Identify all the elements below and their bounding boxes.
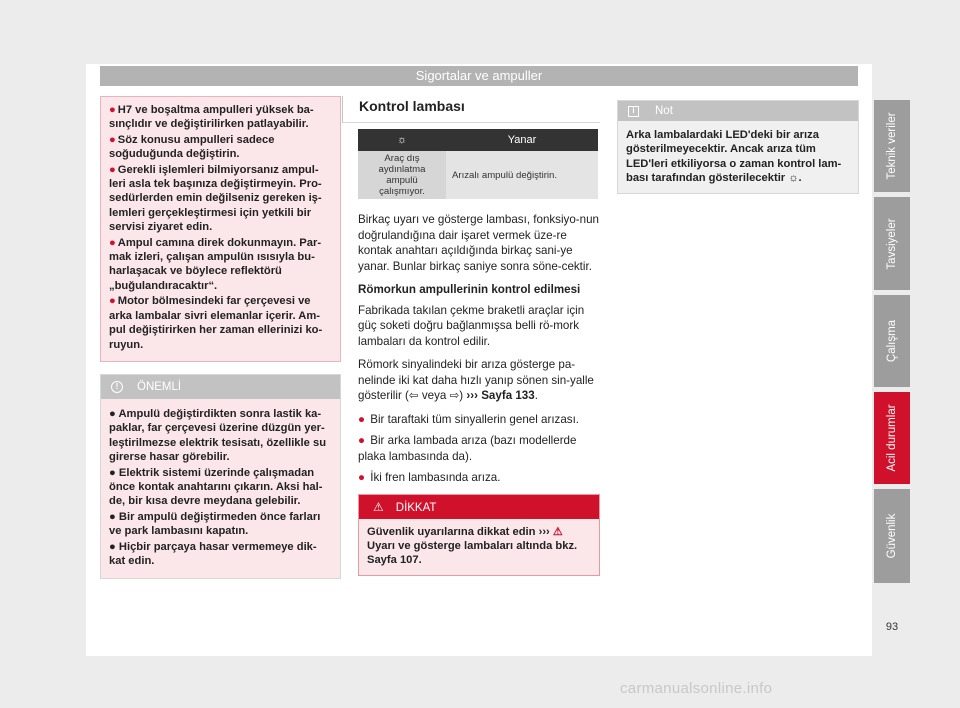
important-title: ÖNEMLİ xyxy=(137,380,182,393)
important-item: ● Elektrik sistemi üzerinde çalışmadan önce kontak anahtarını çıkarın. Aksi hal-de, bir kısa devre meydana gelebilir. xyxy=(109,466,323,508)
middle-column xyxy=(342,96,600,576)
bullet-icon: ● xyxy=(109,540,119,553)
table-cell: Araç dış aydınlatma ampulü çalışmıyor. xyxy=(358,151,446,199)
important-box xyxy=(100,374,341,579)
paragraph: Fabrikada takılan çekme braketli araçlar için güç soketi doğru bağlanmışsa belli rö-mork lambaları da kontrol edilir. xyxy=(358,303,585,348)
important-item: ● Hiçbir parçaya hasar vermemeye dik-kat edin. xyxy=(109,540,317,567)
watermark: carmanualsonline.info xyxy=(620,680,773,697)
caution-header xyxy=(359,495,599,519)
warning-item: ● Motor bölmesindeki far çerçevesi ve arka lambalar sivri elemanlar içerir. Am-pul değiştirirken her zaman ellerinizi ko-ruyun. xyxy=(109,295,323,351)
table-header: Yanar xyxy=(446,129,598,151)
page-number: 93 xyxy=(885,621,899,633)
lamp-icon: ☼ xyxy=(358,129,446,151)
warning-box xyxy=(100,96,341,362)
bullet-icon: ● xyxy=(109,295,116,308)
note-body: Arka lambalardaki LED'deki bir arıza gösterilmeyecektir. Ancak arıza tüm LED'leri etkiliyorsa o zaman kontrol lam-bası tarafından gösterilecektir ☼. xyxy=(618,121,858,193)
arrow-left-icon: ⇦ xyxy=(408,389,419,402)
warning-triangle-icon: ⚠ xyxy=(373,499,384,514)
bullet-icon: ● xyxy=(109,133,116,146)
table-row xyxy=(358,151,598,199)
page-header: Sigortalar ve ampuller xyxy=(100,66,858,86)
paragraph: Römork sinyalindeki bir arıza gösterge pa-nelinde iki kat daha hızlı yanıp sönen sin-yalle gösterilir (⇦ veya ⇨) ››› Sayfa 133. xyxy=(358,358,594,402)
section-title: Kontrol lambası xyxy=(342,96,600,123)
tab-tavsiyeler[interactable]: Tavsiyeler xyxy=(874,197,910,290)
important-header xyxy=(101,375,340,399)
reference-arrows[interactable]: ››› xyxy=(538,525,550,538)
caution-body: Güvenlik uyarılarına dikkat edin ››› ⚠ Uyarı ve gösterge lambaları altında bkz. Sayfa 107. xyxy=(359,519,599,575)
note-header xyxy=(618,101,858,121)
note-title: Not xyxy=(655,105,673,117)
arrow-right-icon: ⇨ xyxy=(449,389,460,402)
indicator-table xyxy=(358,129,598,199)
warning-item: ● H7 ve boşaltma ampulleri yüksek ba-sınçlıdır ve değiştirilirken patlayabilir. xyxy=(109,104,314,131)
bullet-icon: ● xyxy=(358,434,366,447)
body-text xyxy=(358,212,600,486)
caution-title: DİKKAT xyxy=(395,501,437,514)
important-body xyxy=(101,399,340,578)
list-item: ● Bir arka lambada arıza (bazı modellerde plaka lambasında da). xyxy=(358,434,577,463)
paragraph: Birkaç uyarı ve gösterge lambası, fonksiyo-nun doğrulandığına dair işaret vermek üze-re kontak anahtarı açıldığında birkaç sani-ye yanar. Bunlar birkaç saniye sonra söne-cektir. xyxy=(358,213,600,273)
note-box xyxy=(617,100,859,194)
tab-acil-durumlar[interactable]: Acil durumlar xyxy=(874,392,910,484)
warning-item: ● Ampul camına direk dokunmayın. Par-mak izleri, çalışan ampulün ısısıyla bu-harlaşacak ve böylece reflektörü „buğulandıracaktır“. xyxy=(109,236,322,292)
warning-item: ● Gerekli işlemleri bilmiyorsanız ampul-leri asla tek başınıza değiştirmeyin. Pro-sedürlerden emin değilseniz gereken iş-lemleri gerçekleştirmesi için yetkili bir servisi ziyaret edin. xyxy=(109,163,322,234)
lamp-icon: ☼ xyxy=(788,172,799,185)
warning-item: ● Söz konusu ampulleri sadece soğuduğunda değiştirin. xyxy=(109,133,275,161)
list-item: ● İki fren lambasında arıza. xyxy=(358,471,501,484)
page-reference-link[interactable]: ››› Sayfa 133 xyxy=(466,389,535,402)
warning-triangle-icon: ⚠ xyxy=(552,525,563,538)
info-icon: i xyxy=(628,106,639,117)
list-item: ● Bir taraftaki tüm sinyallerin genel arızası. xyxy=(358,412,580,426)
bullet-icon: ● xyxy=(109,510,119,523)
bullet-icon: ● xyxy=(109,466,119,479)
important-item: ● Ampulü değiştirdikten sonra lastik ka-paklar, far çerçevesi üzerine düzgün yer-leştirilmezse elektrik tesisatı, özellikle su girerse hasar görebilir. xyxy=(109,407,327,464)
tab-calisma[interactable]: Çalışma xyxy=(874,295,910,387)
tab-teknik-veriler[interactable]: Teknik veriler xyxy=(874,100,910,192)
bullet-icon: ● xyxy=(109,236,116,249)
bullet-icon: ● xyxy=(358,412,366,426)
left-column xyxy=(100,96,341,579)
bullet-icon: ● xyxy=(358,471,366,484)
bullet-icon: ● xyxy=(109,104,116,116)
caution-box xyxy=(358,494,600,576)
info-circle-icon: ! xyxy=(111,381,123,393)
bullet-icon: ● xyxy=(109,163,116,176)
tab-guvenlik[interactable]: Güvenlik xyxy=(874,489,910,583)
bullet-icon: ● xyxy=(109,407,119,420)
table-cell: Arızalı ampulü değiştirin. xyxy=(446,151,598,199)
subheading: Römorkun ampullerinin kontrol edilmesi xyxy=(358,283,581,296)
important-item: ● Bir ampulü değiştirmeden önce farları ve park lambasını kapatın. xyxy=(109,510,321,538)
